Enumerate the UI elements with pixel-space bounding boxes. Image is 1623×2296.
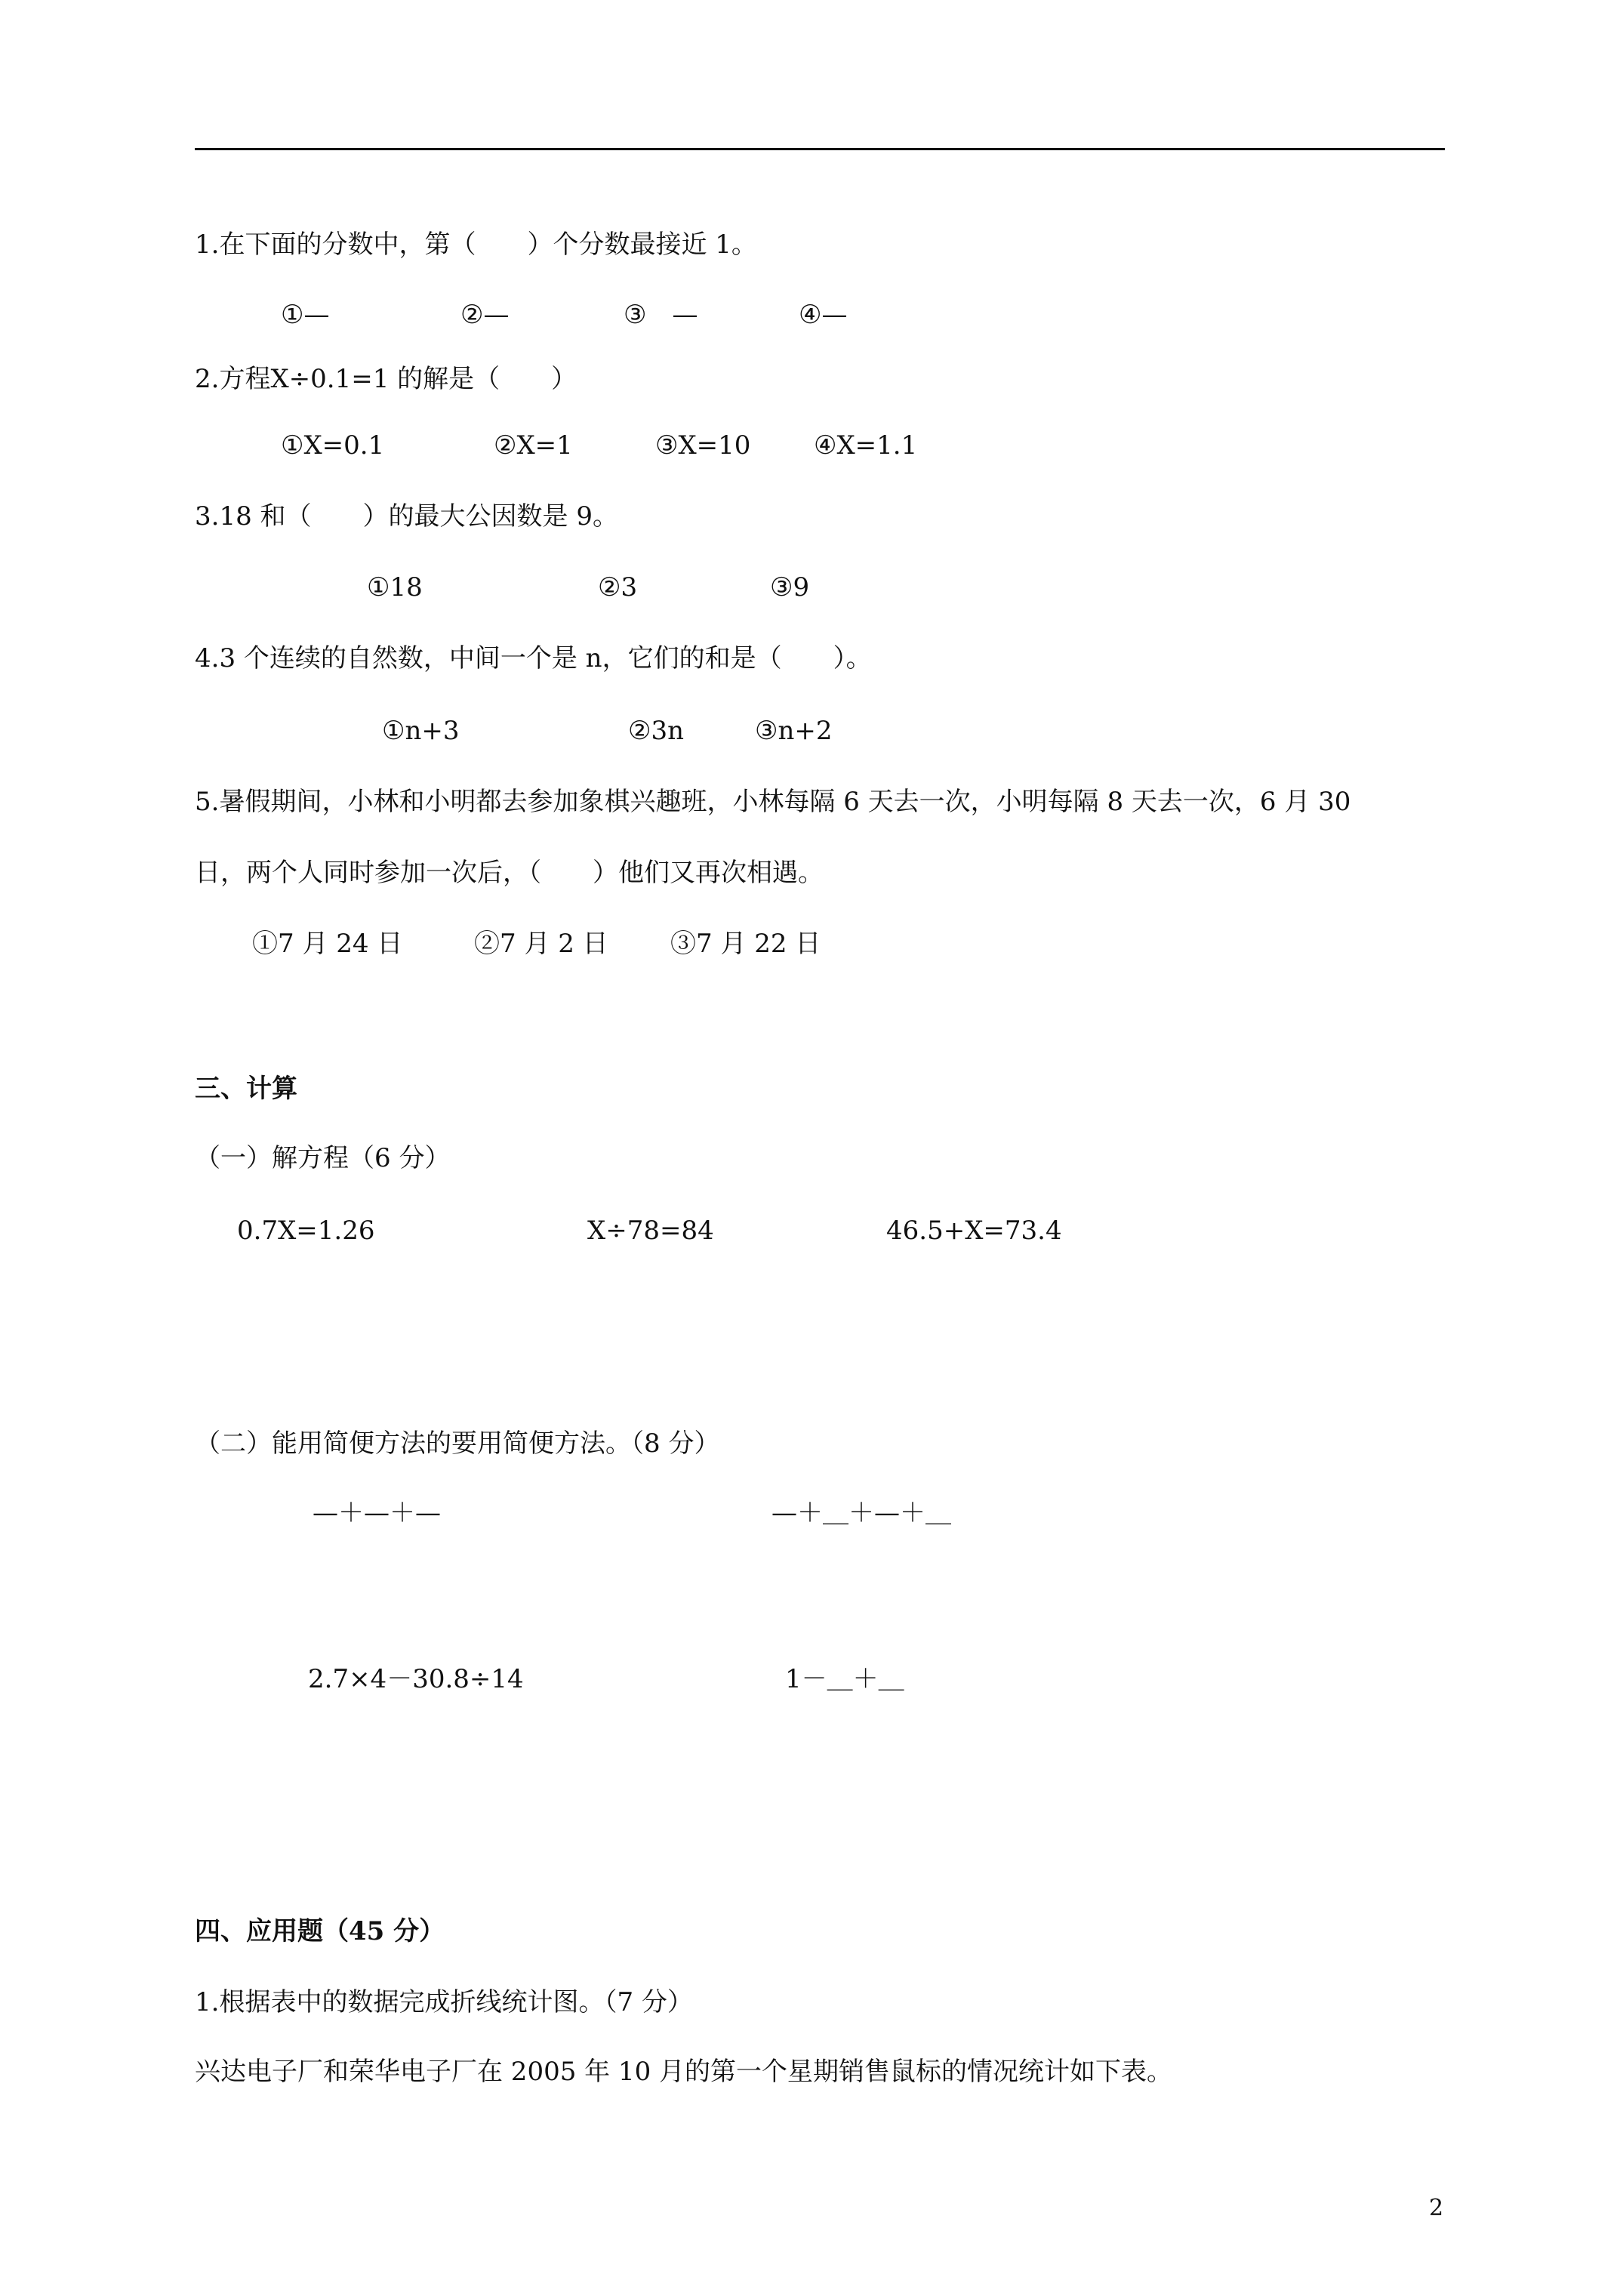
section-3-part-1-title: （一）解方程（6 分）	[195, 1143, 451, 1173]
question-5-option-2: ②7 月 2 日	[474, 929, 608, 959]
question-4: 4.3 个连续的自然数，中间一个是 n，它们的和是（ ）。	[195, 643, 872, 673]
question-3-option-1: ①18	[367, 572, 423, 603]
equation-2: Ⅹ÷78=84	[587, 1216, 714, 1246]
section-4-question-1-title: 1.根据表中的数据完成折线统计图。（7 分）	[195, 1987, 693, 2017]
question-3-option-2: ②3	[598, 572, 638, 603]
question-2-option-3: ③Ⅹ=10	[655, 430, 751, 461]
question-1-option-3: ③ —	[624, 300, 698, 330]
question-1: 1.在下面的分数中，第（ ）个分数最接近 1。	[195, 230, 757, 260]
question-5-line-1: 5.暑假期间，小林和小明都去参加象棋兴趣班，小林每隔 6 天去一次，小明每隔 8 天去一次，6 月 30	[195, 787, 1351, 817]
equation-1: 0.7Ⅹ=1.26	[237, 1216, 375, 1246]
header-rule	[195, 148, 1445, 150]
question-2-option-1: ①Ⅹ=0.1	[281, 430, 385, 461]
question-2: 2.方程Ⅹ÷0.1=1 的解是（ ）	[195, 364, 577, 394]
question-5-option-1: ①7 月 24 日	[252, 929, 403, 959]
question-1-option-1: ①—	[281, 300, 330, 330]
question-1-option-2: ②—	[460, 300, 510, 330]
expression-2: —＋＿＋—＋＿	[771, 1498, 951, 1528]
expression-1: —＋—＋—	[313, 1498, 441, 1528]
section-3-title: 三、计算	[195, 1074, 297, 1104]
page-number: 2	[1429, 2195, 1444, 2221]
expression-4: 1－＿＋＿	[785, 1664, 904, 1694]
section-3-part-2-title: （二）能用简便方法的要用简便方法。（8 分）	[195, 1428, 720, 1459]
expression-3: 2.7×4－30.8÷14	[308, 1664, 524, 1694]
section-4-title: 四、应用题（45 分）	[195, 1916, 445, 1946]
question-4-option-2: ②3n	[628, 716, 685, 746]
question-4-option-1: ①n+3	[382, 716, 460, 746]
question-5-line-2: 日，两个人同时参加一次后，（ ）他们又再次相遇。	[195, 858, 824, 888]
question-2-option-4: ④Ⅹ=1.1	[814, 430, 918, 461]
equation-3: 46.5+Ⅹ=73.4	[886, 1216, 1062, 1246]
section-4-question-1-description: 兴达电子厂和荣华电子厂在 2005 年 10 月的第一个星期销售鼠标的情况统计如下表。	[195, 2057, 1173, 2087]
question-5-option-3: ③7 月 22 日	[670, 929, 821, 959]
question-1-option-4: ④—	[799, 300, 848, 330]
question-3-option-3: ③9	[770, 572, 810, 603]
question-3: 3.18 和（ ）的最大公因数是 9。	[195, 501, 618, 532]
question-2-option-2: ②Ⅹ=1	[494, 430, 573, 461]
question-4-option-3: ③n+2	[755, 716, 833, 746]
